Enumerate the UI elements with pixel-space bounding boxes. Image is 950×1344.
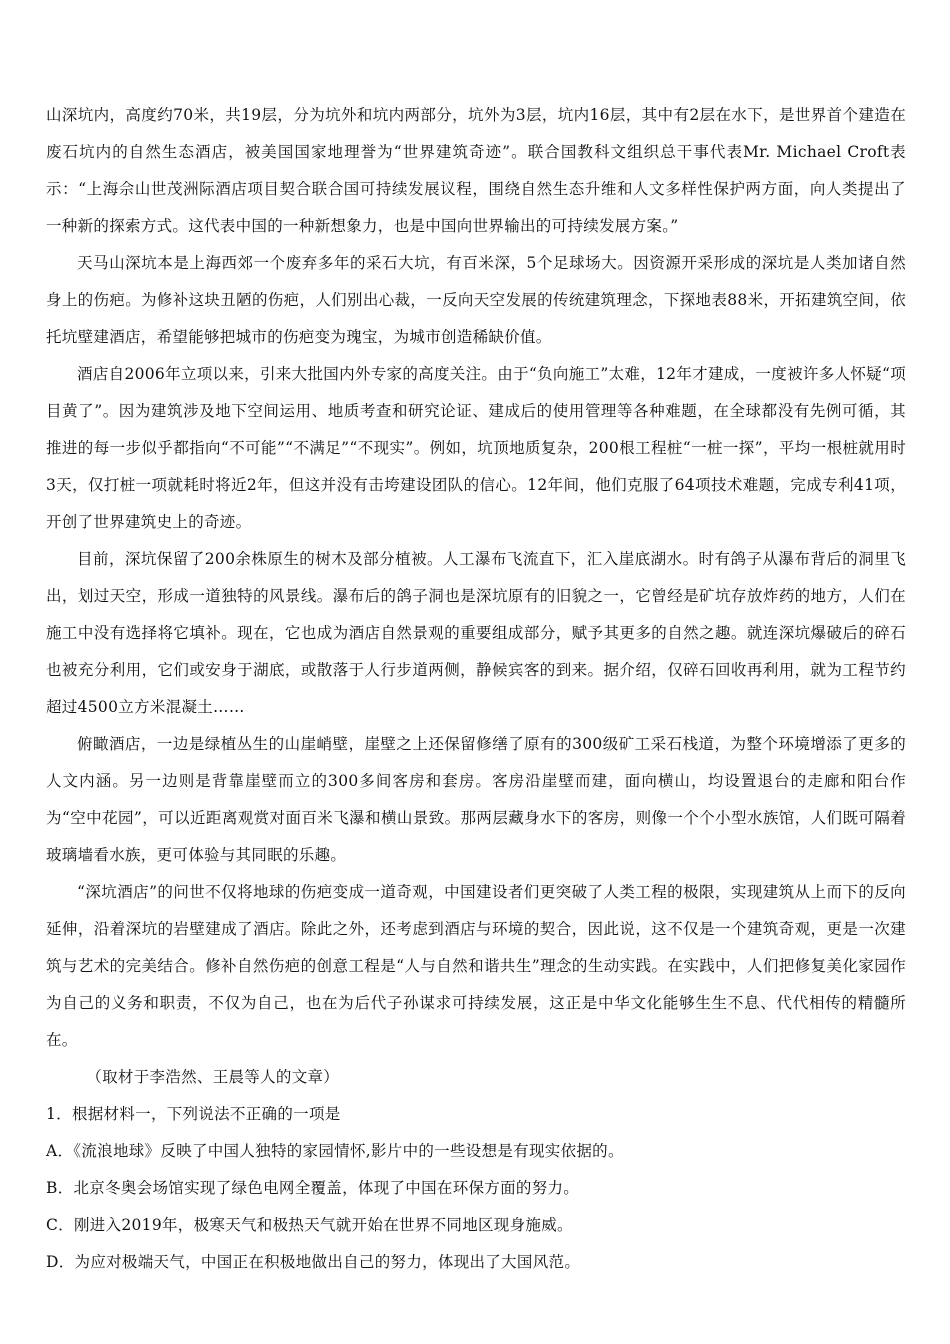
paragraph-quarry-background: 天马山深坑本是上海西郊一个废弃多年的采石大坑，有百米深，5个足球场大。因资源开采形成的深坑是人类加诸自然身上的伤疤。为修补这块丑陋的伤疤，人们别出心裁，一反向天空发展的传统建筑理念，下探地表88米，开拓建筑空间，依托坑壁建酒店，希望能够把城市的伤疤变为瑰宝，为城市创造稀缺价值。 (46, 254, 906, 346)
paragraph-natural-landscape: 目前，深坑保留了200余株原生的树木及部分植被。人工瀑布飞流直下，汇入崖底湖水。时有鸽子从瀑布背后的洞里飞出，划过天空，形成一道独特的风景线。瀑布后的鸽子洞也是深坑原有的旧貌之一，它曾经是矿坑存放炸药的地方，人们在施工中没有选择将它填补。现在，它也成为酒店自然景观的重要组成部分，赋予其更多的自然之趣。就连深坑爆破后的碎石也被充分利用，它们或安身于湖底，或散落于人行步道两侧，静候宾客的到来。据介绍，仅碎石回收再利用，就为工程节约超过4500立方米混凝土…… (46, 550, 906, 716)
option-d: D．为应对极端天气，中国正在积极地做出自己的努力，体现出了大国风范。 (46, 1253, 581, 1271)
option-c: C．刚进入2019年，极寒天气和极热天气就开始在世界不同地区现身施威。 (46, 1216, 573, 1234)
paragraph-conclusion: “深坑酒店”的问世不仅将地球的伤疤变成一道奇观，中国建设者们更突破了人类工程的极限，实现建筑从上而下的反向延伸，沿着深坑的岩壁建成了酒店。除此之外，还考虑到酒店与环境的契合，因此说，这不仅是一个建筑奇观，更是一次建筑与艺术的完美结合。修补自然伤疤的创意工程是“人与自然和谐共生”理念的生动实践。在实践中，人们把修复美化家园作为自己的义务和职责，不仅为自己，也在为后代子孙谋求可持续发展，这正是中华文化能够生生不息、代代相传的精髓所在。 (46, 883, 906, 1049)
paragraph-hotel-intro: 山深坑内，高度约70米，共19层，分为坑外和坑内两部分，坑外为3层，坑内16层，其中有2层在水下，是世界首个建造在废石坑内的自然生态酒店，被美国国家地理誉为“世界建筑奇迹”。联合国教科文组织总干事代表Mr. Michael Croft表示：“上海佘山世茂洲际酒店项目契合联合国可持续发展议程，围绕自然生态升维和人文多样性保护两方面，向人类提出了一种新的探索方式。这代表中国的一种新想象力，也是中国向世界输出的可持续发展方案。” (46, 106, 906, 235)
option-b: B．北京冬奥会场馆实现了绿色电网全覆盖，体现了中国在环保方面的努力。 (46, 1179, 580, 1197)
paragraph-hotel-overview: 俯瞰酒店，一边是绿植丛生的山崖峭壁，崖壁之上还保留修缮了原有的300级矿工采石栈道，为整个环境增添了更多的人文内涵。另一边则是背靠崖壁而立的300多间客房和套房。客房沿崖壁而建，面向横山，均设置退台的走廊和阳台作为“空中花园”，可以近距离观赏对面百米飞瀑和横山景致。那两层藏身水下的客房，则像一个个小型水族馆，人们既可隔着玻璃墙看水族，更可体验与其同眠的乐趣。 (46, 735, 906, 864)
paragraph-construction-difficulty: 酒店自2006年立项以来，引来大批国内外专家的高度关注。由于“负向施工”太难，12年才建成，一度被许多人怀疑“项目黄了”。因为建筑涉及地下空间运用、地质考查和研究论证、建成后的使用管理等各种难题，在全球都没有先例可循，其推进的每一步似乎都指向“不可能”“不满足”“不现实”。例如，坑顶地质复杂，200根工程桩“一桩一探”，平均一根桩就用时3天，仅打桩一项就耗时将近2年，但这并没有击垮建设团队的信心。12年间，他们克服了64项技术难题，完成专利41项，开创了世界建筑史上的奇迹。 (46, 365, 906, 531)
question-stem: 1．根据材料一，下列说法不正确的一项是 (46, 1105, 341, 1123)
source-citation: （取材于李浩然、王晨等人的文章） (86, 1068, 340, 1086)
document-page (46, 97, 906, 1281)
option-a: A．《流浪地球》反映了中国人独特的家园情怀,影片中的一些设想是有现实依据的。 (46, 1142, 624, 1160)
